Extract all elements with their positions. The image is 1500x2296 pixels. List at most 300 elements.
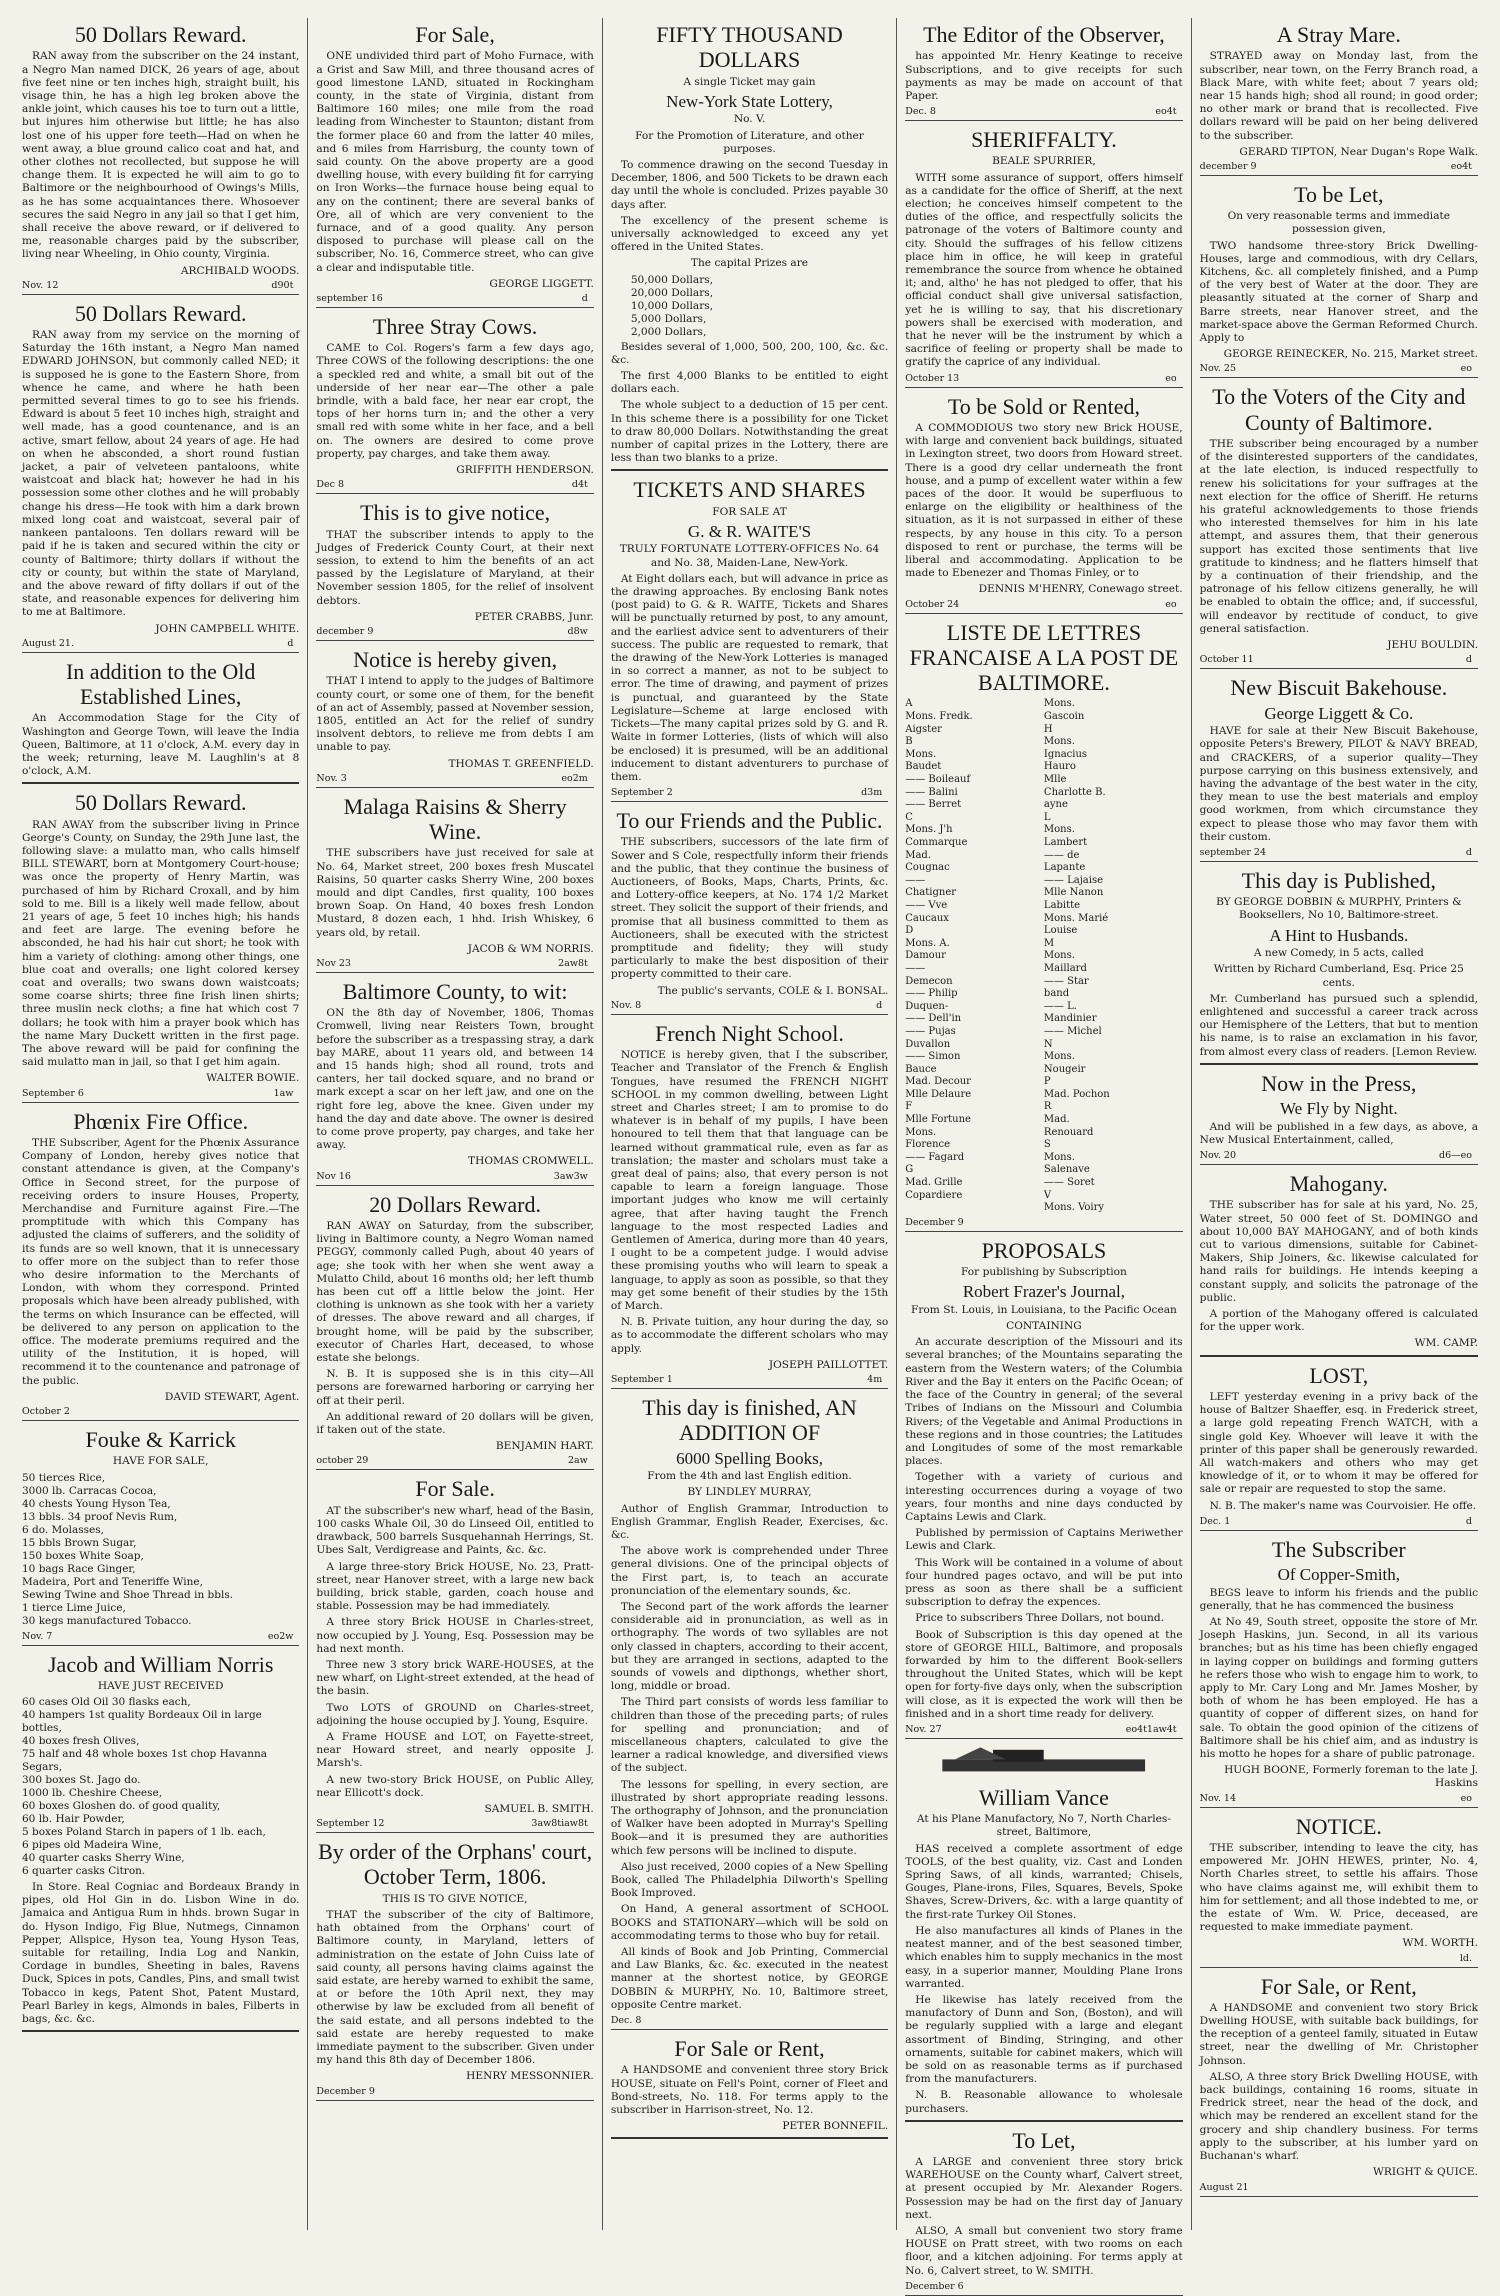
ad-code: 4m	[867, 1374, 883, 1386]
ad-line: From the 4th and last English edition.	[647, 1470, 852, 1483]
advertisement	[611, 1395, 888, 2030]
advertisement	[1200, 675, 1478, 862]
letter-entry: —— L. Mandinier	[1043, 1000, 1097, 1025]
ad-code: eo	[1165, 598, 1177, 610]
list-item: 1000 lb. Cheshire Cheese,	[22, 1787, 163, 1800]
letter-entry: —— Berret	[905, 799, 962, 811]
plane-tool-engraving	[917, 1745, 1170, 1781]
ad-signature: ARCHIBALD WOODS.	[180, 264, 300, 277]
list-item: 50 tierces Rice,	[22, 1471, 106, 1484]
ad-paragraph: has appointed Mr. Henry Keatinge to receive Subscriptions, and to give receipts for such payments as may be made on account of that Paper.	[905, 50, 1183, 102]
letter-entry: A	[905, 698, 913, 710]
ad-date: October 11	[1199, 654, 1254, 666]
advertisement	[905, 2128, 1182, 2296]
column-1	[14, 18, 308, 2230]
letter-entry: V	[1043, 1189, 1052, 1201]
ad-signature: The public's servants, COLE & I. BONSAL.	[657, 984, 889, 997]
ad-paragraph: An Accommodation Stage for the City of Washington and George Town, will leave the India Queen, Baltimore, at 11 o'clock, A.M. every day in the week; returning, leave M. Laughlin's at 8 o'clock, A.M.	[22, 712, 300, 778]
ad-line: At his Plane Manufactory, No 7, North Charles-street, Baltimore,	[916, 1813, 1171, 1839]
ad-date: Nov. 3	[316, 772, 347, 784]
ad-subheading: We Fly by Night.	[1280, 1099, 1398, 1119]
ad-footer	[611, 2015, 888, 2030]
letter-entry: —— Pujas Duvallon	[905, 1025, 956, 1050]
ad-signature: JEHU BOULDIN.	[1387, 639, 1479, 652]
letter-entry: C	[905, 811, 913, 823]
ad-paragraph: To commence drawing on the second Tuesday in December, 1806, and 500 Tickets to be drawn each day until the whole is concluded. Prizes payable 30 days after.	[610, 158, 889, 211]
ad-footer	[611, 1000, 888, 1015]
letter-entry: —— Vve Caucaux	[905, 899, 949, 924]
prize-heading: The capital Prizes are	[690, 257, 809, 270]
advertisement	[611, 808, 888, 1015]
ad-code: d	[287, 637, 294, 649]
letter-entry: G	[905, 1164, 914, 1176]
ad-code: d4t	[571, 479, 588, 491]
list-item: 75 half and 48 whole boxes 1st chop Havanna Segars,	[22, 1748, 268, 1774]
ad-code: d	[1465, 846, 1473, 858]
ad-footer	[1200, 363, 1478, 378]
prize-item: 20,000 Dollars,	[630, 286, 714, 299]
ad-code: 2aw8t	[558, 957, 588, 969]
ad-footer	[1200, 654, 1478, 669]
ad-paragraph: THE subscribers have just received for sale at No. 64, Market street, 200 boxes fresh Muscatel Raisins, 50 quarter casks Sherry Wine, 200 boxes mould and dipt Candles, first quality, 100 boxes brown Soap. On Hand, 40 boxes fresh London Mustard, 8 dozen each, 1 hhd. Irish Whiskey, 6 years old, by retail.	[316, 847, 594, 939]
divider	[22, 2030, 299, 2032]
ad-footer	[316, 626, 593, 641]
ad-paragraph: Also just received, 2000 copies of a New Spelling Book, called The Philadelphia Dilworth's Spelling Book Improved.	[610, 1860, 889, 1900]
ad-paragraph: He likewise has lately received from the manufactory of Dunn and Son, (Boston), and will be regularly supplied with a large and elegant assortment of Binding, Stringing, and other ornaments, suitable for cabinet makers, which will be sold on as reasonable terms as if purchased from the manufacturers.	[905, 1993, 1183, 2086]
advertisement	[905, 1745, 1182, 2122]
list-item: 40 boxes fresh Olives,	[22, 1735, 140, 1748]
ad-signature: SAMUEL B. SMITH.	[484, 1802, 594, 1815]
ad-code: 2aw	[567, 1455, 588, 1467]
ad-signature: GRIFFITH HENDERSON.	[456, 464, 594, 477]
ad-footer	[1200, 1150, 1478, 1165]
advertisement	[905, 1238, 1182, 1739]
ad-code: d	[1465, 654, 1473, 666]
ad-signature: BENJAMIN HART.	[495, 1440, 594, 1453]
ad-code: eo4t1aw4t	[1125, 1723, 1177, 1735]
list-item: 30 kegs manufactured Tobacco.	[22, 1614, 192, 1627]
ad-title: To be Let,	[1294, 181, 1384, 207]
list-item: 300 boxes St. Jago do.	[22, 1774, 141, 1787]
letter-entry: —— Demecon	[905, 962, 953, 987]
letter-entry: Mons. Salenave	[1043, 1151, 1090, 1176]
ad-date: October 24	[905, 598, 960, 610]
ad-footer	[316, 958, 593, 973]
ad-title: The Subscriber	[1271, 1536, 1406, 1562]
advertisement	[22, 1109, 299, 1421]
ad-code	[293, 1406, 299, 1417]
ad-paragraph: ALSO, A three story Brick Dwelling HOUSE, with back buildings, containing 16 rooms, situate in Fredrick street, near the head of the dock, and which may be rendered an excellent stand for the grocery and ship chandlery business. For terms apply to the subscriber, at his lumber yard on Buchanan's wharf.	[1199, 2070, 1479, 2163]
letter-entry: Mlle Charlotte B. ayne	[1043, 774, 1106, 811]
ad-code: eo	[1460, 1792, 1473, 1804]
ad-footer	[22, 1088, 299, 1103]
ad-footer	[611, 787, 888, 802]
ad-code: 3aw3w	[553, 1170, 588, 1182]
list-item: 60 cases Old Oil 30 flasks each,	[22, 1696, 191, 1709]
ad-title: Malaga Raisins & Sherry Wine.	[343, 793, 567, 845]
letter-entry: P	[1043, 1076, 1051, 1088]
ad-date: September 6	[22, 1087, 84, 1099]
ad-paragraph: A Frame HOUSE and LOT, on Fayette-street, near Howard street, and nearly opposite J. Marsh's.	[316, 1730, 594, 1770]
ad-footer	[316, 293, 593, 308]
ad-date: december 9	[316, 626, 374, 637]
column-2	[308, 18, 602, 2230]
list-item: 1 tierce Lime Juice,	[22, 1601, 126, 1614]
ad-paragraph: HAS received a complete assortment of edge TOOLS, of the best quality, viz. Cast and Londen Spring Saws, of all kinds, warranted; Chisels, Gouges, Plane-irons, Files, Squares, Bevels, Spoke Shaves, Screw-Drivers, &c. with a large quantity of the first-rate Turkey Oil Stones.	[905, 1842, 1183, 1921]
ad-title: Phœnix Fire Office.	[73, 1108, 249, 1134]
ad-title: For Sale or Rent,	[674, 2036, 825, 2062]
ad-date: september 16	[316, 292, 383, 304]
letter-entry: H	[1043, 723, 1053, 735]
letter-entry: Mad. Grille Copardiere	[905, 1177, 963, 1201]
ad-paragraph: CAME to Col. Rogers's farm a few days ago, Three COWS of the following descriptions: the one a speckled red and white, a small bit out of the underside of her near ear—The other a pale brindle, with a bald face, her near ear cropt, the tops of her horns turn in; and the other a very small red with some white in her face, and a bell on. The owners are desired to come prove property, pay charges, and take them away.	[316, 342, 594, 460]
ad-paragraph: A new two-story Brick HOUSE, on Public Alley, near Ellicott's dock.	[316, 1773, 594, 1799]
ad-paragraph: A HANDSOME and convenient three story Brick HOUSE, situate on Fell's Point, corner of Fleet and Bond-streets, No. 118. For terms apply to the subscriber in Harrison-street, No. 12.	[610, 2064, 889, 2116]
ad-footer	[905, 1217, 1182, 1232]
ad-title: Notice is hereby given,	[353, 647, 558, 672]
ad-paragraph: THAT the subscriber intends to apply to the Judges of Frederick County Court, at their next session, to extend to him the benefits of an act passed by the Legislature of Maryland, at their November session 1805, for the relief of insolvent debtors.	[316, 528, 594, 607]
ad-paragraph: Published by permission of Captains Meriwether Lewis and Clark.	[905, 1527, 1183, 1553]
ad-paragraph: ON the 8th day of November, 1806, Thomas Cromwell, living near Reisters Town, brought before the subscriber as a trespassing stray, a dark bay MARE, about 11 years old, and between 14 and 15 hands high; shod all round, trots and canters, her tail docked square, and no brand or mark except a scar on her left jaw, and one on the right fore leg, above the knee. Given under my hand the day and date above. The owner is desired to come prove property, pay charges, and take her away.	[316, 1007, 594, 1152]
ad-subtitle: HAVE FOR SALE,	[112, 1455, 209, 1468]
ad-title: LISTE DE LETTRES FRANCAISE A LA POST DE BALTIMORE.	[909, 619, 1179, 696]
advertisement	[22, 301, 299, 653]
ad-title: To the Voters of the City and County of Baltimore.	[1212, 384, 1466, 435]
prize-item: 2,000 Dollars,	[630, 325, 707, 338]
ad-footer	[22, 638, 299, 653]
ad-paragraph: HAVE for sale at their New Biscuit Bakehouse, opposite Peters's Brewery, PILOT & NAVY BREAD, and CRACKERS, of a superior quality—They purpose carrying on this business extensively, and having the advantage of the best water in the city, they mean to use the best materials and employ good workmen, from which circumstance they expect to please those who may favor them with their custom.	[1199, 725, 1479, 843]
ad-line: CONTAINING	[1006, 1320, 1082, 1333]
ad-title: 50 Dollars Reward.	[74, 790, 247, 816]
list-item: 6 do. Molasses,	[22, 1523, 104, 1536]
ad-title: PROPOSALS	[981, 1237, 1107, 1263]
ad-paragraph: The Second part of the work affords the learner considerable aid in pronunciation, as well as in orthography. The words of two syllables are not only classed in chapters, according to their accent, but they are arranged in sections, adapted to the sounds of vowels and dipthongs, whether short, long, middle or broad.	[610, 1600, 889, 1693]
ad-paragraph: N. B. Private tuition, any hour during the day, so as to accommodate the different scholars who may apply.	[610, 1316, 889, 1355]
ad-signature: JACOB & WM NORRIS.	[467, 942, 594, 955]
ad-title: William Vance	[978, 1784, 1109, 1810]
ad-date: Nov. 8	[610, 999, 642, 1011]
ad-subheading: A Hint to Husbands.	[1269, 925, 1409, 945]
ad-paragraph: N. B. It is supposed she is in this city—All persons are forewarned harboring or carrying her off at their peril.	[316, 1368, 594, 1407]
advertisement	[611, 477, 888, 802]
ad-paragraph: And will be published in a few days, as above, a New Musical Entertainment, called,	[1199, 1120, 1479, 1146]
advertisement	[316, 1476, 593, 1833]
ad-footer	[316, 1818, 593, 1833]
letter-entry: —— Boileauf	[905, 774, 971, 786]
list-item: 6 pipes old Madeira Wine,	[22, 1839, 162, 1852]
ad-paragraph: On Hand, A general assortment of SCHOOL BOOKS and STATIONARY—which will be sold on accommodating terms to those who buy for retail.	[610, 1903, 889, 1942]
ad-paragraph: Two LOTS of GROUND on Charles-street, adjoining the house occupied by J. Young, Esquire.	[316, 1701, 594, 1727]
column-3	[603, 18, 897, 2230]
ad-paragraph: A LARGE and convenient three story brick WAREHOUSE on the County wharf, Calvert street, at present occupied by Mr. Alexander Rogers. Possession may be had on the first day of January next.	[905, 2156, 1183, 2221]
ad-paragraph: BEGS leave to inform his friends and the public generally, that he has commenced the business	[1199, 1586, 1479, 1612]
advertisement	[1200, 1814, 1478, 1968]
advertisement	[1200, 1537, 1478, 1808]
ad-date: Dec. 8	[610, 2015, 642, 2027]
ad-date: Nov. 27	[905, 1723, 942, 1735]
prize-item: 50,000 Dollars,	[630, 273, 714, 286]
ad-line: TRULY FORTUNATE LOTTERY-OFFICES No. 64 and No. 38, Maiden-Lane, New-York.	[619, 543, 880, 569]
list-item: 40 chests Young Hyson Tea,	[22, 1497, 171, 1510]
letter-entry: Mons. Ignacius Hauro	[1043, 736, 1088, 773]
advertisement	[905, 127, 1182, 388]
letter-entry: F	[905, 1101, 913, 1113]
ad-footer	[1200, 847, 1478, 862]
ad-footer	[905, 599, 1182, 614]
list-item: 3000 lb. Carracas Cocoa,	[22, 1484, 157, 1497]
advertisement	[22, 1652, 299, 2033]
ad-title: For Sale.	[415, 1476, 495, 1502]
ad-signature: PETER BONNEFIL.	[782, 2120, 889, 2133]
advertisement	[316, 314, 593, 494]
ad-date: December 9	[905, 1216, 964, 1228]
ad-title: 20 Dollars Reward.	[369, 1191, 541, 1217]
ad-code	[1472, 2182, 1478, 2193]
list-item: 5 boxes Poland Starch in papers of 1 lb. each,	[22, 1826, 266, 1839]
letter-entry: —— Michel	[1043, 1025, 1102, 1037]
ad-signature: GERARD TIPTON, Near Dugan's Rope Walk.	[1239, 145, 1479, 158]
divider	[22, 782, 299, 784]
ad-footer	[22, 1406, 299, 1421]
ad-code: 3aw8tiaw8t	[531, 1818, 588, 1830]
ad-paragraph: This Work will be contained in a volume of about four hundred pages octavo, and will be put into press as soon as there shall be a sufficient subscription to defray the expences.	[905, 1556, 1183, 1609]
advertisement	[1200, 182, 1478, 379]
letter-entry: Mlle Nanon Labitte	[1043, 887, 1104, 911]
ad-paragraph: Together with a variety of curious and interesting occurrences during a voyage of two years, four months and nine days conducted by Captains Lewis and Clark.	[905, 1471, 1183, 1523]
ad-paragraph: A COMMODIOUS two story new Brick HOUSE, with large and convenient back buildings, situated in Lexington street, two doors from Howard street. There is a good dry cellar underneath the front house, and a pump of excellent water within a few paces of the door. It would be superfluous to enlarge on the eligibility or healthiness of the situation, as it is not surpassed in either of these respects, by any house in this city. To a person disposed to rent or purchase, the terms will be liberal and accommodating. Application to be made to Ebenezer and Thomas Finley, or to	[905, 421, 1183, 580]
advertisement	[316, 794, 593, 973]
ad-paragraph: STRAYED away on Monday last, from the subscriber, near town, on the Ferry Branch road, a Black Mare, with white feet; about 7 years old; near 15 hands high; shod all round; in good order; no other mark or brand that is recollected. Five dollars reward will be paid on her being delivered to the subscriber.	[1199, 50, 1479, 142]
ad-signature: JOHN CAMPBELL WHITE.	[155, 622, 300, 635]
ad-paragraph: N. B. Reasonable allowance to wholesale purchasers.	[905, 2089, 1183, 2115]
ad-date: October 2	[22, 1406, 70, 1418]
letter-entry: —— de Lapante	[1043, 849, 1086, 874]
letter-list-right	[1044, 698, 1183, 1214]
ad-code: eo	[1460, 363, 1473, 375]
advertisement	[1200, 1974, 1478, 2197]
advertisement	[316, 1192, 593, 1471]
advertisement	[316, 1839, 593, 2100]
advertisement	[316, 22, 593, 308]
letter-entry: —— Fagard	[905, 1151, 965, 1163]
advertisement	[611, 2036, 888, 2139]
ad-subheading: 6000 Spelling Books,	[676, 1448, 823, 1468]
list-item: 150 boxes White Soap,	[22, 1549, 144, 1562]
letter-entry: —— Dell'in	[905, 1013, 962, 1025]
item-list	[22, 1696, 299, 1878]
letter-entry: —— Star band	[1043, 975, 1089, 1000]
ad-line: A new Comedy, in 5 acts, called	[1253, 947, 1424, 960]
ad-code: d8w	[567, 626, 588, 637]
ad-line: No. V.	[733, 113, 766, 126]
letter-entry: —— Soret	[1043, 1177, 1095, 1189]
ad-paragraph: ALSO, A small but convenient two story frame HOUSE on Pratt street, with two rooms on each floor, and a kitchen adjoining. For terms apply at No. 6, Calvert street, to W. SMITH.	[905, 2225, 1183, 2277]
ad-code	[882, 2015, 888, 2026]
ad-title: 50 Dollars Reward.	[74, 300, 247, 326]
advertisement	[1200, 1171, 1478, 1357]
advertisement	[22, 790, 299, 1102]
ad-title: The Editor of the Observer,	[923, 22, 1165, 47]
ad-date: Nov. 14	[1199, 1792, 1237, 1804]
ad-date: August 21	[1199, 2181, 1249, 2193]
list-item: 60 lb. Hair Powder,	[22, 1813, 125, 1826]
ad-subheading: G. & R. WAITE'S	[687, 521, 812, 541]
ad-paragraph: LEFT yesterday evening in a privy back of the house of Baltzer Shaeffer, esq. in Frederick street, a large gold repeating French WATCH, with a single gold Key. Whoever will leave it with the printer of this paper shall be generously rewarded. All watch-makers and others who may get knowledge of it, or to whom it may be offered for sale or repair are requested to stop the same.	[1199, 1390, 1479, 1496]
ad-paragraph: THAT the subscriber of the city of Baltimore, hath obtained from the Orphans' court of Baltimore county, in Maryland, letters of administration on the estate of John Cuiss late of said county, all persons having claims against the said estate, are hereby warned to exhibit the same, at or before the 10th April next, they may otherwise by law be excluded from all benefit of the said estate, and all persons indebted to the said estate are hereby requested to make immediate payment to the subscriber. Given under my hand this 8th day of December 1806.	[316, 1908, 594, 2067]
ad-code: d	[581, 292, 588, 304]
ad-subtitle: FOR SALE AT	[712, 505, 787, 518]
advertisement	[1200, 384, 1478, 669]
ad-title: For Sale,	[415, 22, 495, 47]
advertisement	[905, 620, 1182, 1232]
ad-paragraph: THE subscriber, intending to leave the city, has empowered Mr. JOHN HEWES, printer, No. 4, North Charles street, to settle his affairs. Those who have claims against me, will exhibit them to him for settlement; and all those indebted to me, or the estate of Wm. W. Price, deceased, are requested to make immediate payment.	[1199, 1841, 1479, 1934]
ad-date: Nov. 25	[1199, 363, 1237, 375]
divider	[905, 2120, 1182, 2122]
ad-paragraph: NOTICE is hereby given, that I the subscriber, Teacher and Translator of the French & English Tongues, have resumed the FRENCH NIGHT SCHOOL in my common dwelling, between Light street and Charles street; I am to promise to do whatever is in behalf of my pupils, I have been honoured to tell them that that language can be learned without grammatical rule, even as far as translation; the master and scholars must take a great deal of pains; also, that every person is not capable to learn a foreign language. Those important judges who know me will certainly agree, that after having taught the French language to the most respected Ladies and Gentlemen of America, during more than 40 years, I ought to be a competent judge. I would advise these promising youths who will learn to speak a language, to apply as soon as possible, so that they may get some benefit of their studies by the 15th of March.	[610, 1049, 889, 1312]
letter-entry: S	[1043, 1139, 1051, 1151]
advertisement	[905, 394, 1182, 614]
advertisement	[22, 22, 299, 295]
divider	[1200, 1063, 1478, 1065]
letter-entry: Mad. Pochon	[1043, 1088, 1110, 1100]
ad-date: Dec 8	[316, 479, 345, 491]
ad-subheading: Of Copper-Smith,	[1277, 1565, 1401, 1585]
ad-footer	[22, 1631, 299, 1646]
ad-date: Nov 23	[316, 957, 351, 969]
advertisement	[22, 1427, 299, 1646]
advertisement	[316, 647, 593, 788]
ad-date: September 1	[610, 1374, 673, 1386]
ad-code: 1aw	[273, 1087, 294, 1099]
ad-title: LOST,	[1309, 1362, 1369, 1388]
list-item: 60 boxes Gloshen do. of good quality,	[22, 1800, 221, 1813]
ad-paragraph: Author of English Grammar, Introduction to English Grammar, English Reader, Exercises, &c. &c.	[610, 1502, 889, 1541]
ad-title: Jacob and William Norris	[48, 1651, 274, 1677]
ad-paragraph: Three new 3 story brick WARE-HOUSES, at the new wharf, on Light-street extended, at the head of the basin.	[316, 1658, 594, 1698]
ad-paragraph: The above work is comprehended under Three general divisions. One of the principal objects of the First part, is, to teach an accurate pronunciation of the elementary sounds, &c.	[610, 1545, 889, 1597]
ad-signature: WRIGHT & QUICE.	[1373, 2166, 1479, 2179]
ad-paragraph: An accurate description of the Missouri and its several branches; of the Mountains separating the eastern from the Western waters; of the Columbia River and the Bay it enters on the Pacific Ocean; of the face of the Country in general; of the several Tribes of Indians on the Missouri and Columbia Rivers; of the Vegetable and Animal Productions in these regions and in those countries; the Latitudes and Longitudes of some of the most remarkable places.	[905, 1336, 1183, 1468]
ad-footer	[316, 479, 593, 494]
letter-list-left	[905, 698, 1044, 1214]
ad-paragraph: In Store. Real Cogniac and Bordeaux Brandy in pipes, old Hol Gin in do. Lisbon Wine in do. Jamaica and Antigua Rum in hhds. brown Sugar in do. Hyson Indigo, Fig Blue, Nutmegs, Cinnamon Pepper, Allspice, Hyson tea, Young Hyson Teas, suitable for retailing, India Log and Nankin, Cordage in bundles, Sheeting in bales, Ravens Duck, Spices in pots, Candles, Pins, and small twist Tobacco in kegs, Patent Shot, Patent Mustard, Pearl Barley in kegs, Almonds in bales, Filberts in bags, &c. &c.	[22, 1881, 300, 2026]
advertisement	[1200, 22, 1478, 176]
ad-footer	[1200, 161, 1478, 176]
ad-paragraph: RAN AWAY from the subscriber living in Prince George's County, on Sunday, the 29th June last, the following slave: a mulatto man, who calls himself BILL STEWART, born at Montgomery Court-house; was once the property of Henry Martin, was purchased of him by Richard Croxall, and by him sold to me. Bill is a likely well made fellow, about 21 years of age, 5 feet 10 inches high; his hands and feet are large. The evening before he absconded, he had his hair cut short; he took with him a variety of clothing: among other things, one blue coat and overalls; one light colored kersey coat and overalls; two swans down waistcoats; some coarse shirts; three fine Irish linen shirts; three muslin neck cloths; a fine hat which cost 7 dollars; he took with him a prayer book which has the name Mary Duckett written in the first page. The above reward will be paid for confining the said mulatto man in jail, so that I get him again.	[22, 818, 300, 1069]
letter-entry: L	[1043, 811, 1051, 823]
ad-date: september 24	[1199, 846, 1267, 858]
ad-paragraph: RAN AWAY on Saturday, from the subscriber, living in Baltimore county, a Negro Woman named PEGGY, commonly called Pugh, about 40 years of age; she took with her when she went away a Mulatto Child, about 16 months old; her left thumb has been cut off a little below the joint. Her clothing is unknown as she took with her a variety of dresses. The above reward and all charges, if brought home, will be paid by the subscriber, executor of Charles Hart, deceased, to whose estate she belongs.	[316, 1219, 594, 1364]
ad-signature: PETER CRABBS, Junr.	[474, 610, 594, 623]
list-item: 40 quarter casks Sherry Wine,	[22, 1852, 185, 1865]
ad-footer	[905, 106, 1182, 121]
ad-date: December 6	[905, 2280, 964, 2292]
letter-entry: B	[905, 736, 913, 748]
ad-paragraph: AT the subscriber's new wharf, head of the Basin, 100 casks Whale Oil, 30 do Linseed Oil, entitled to drawback, 500 barrels Susquehannah Herrings, St. Ubes Salt, Verdigrease and Paints, &c. &c.	[316, 1504, 594, 1557]
ad-code: eo2m	[561, 772, 588, 784]
ad-date: Nov. 7	[22, 1630, 53, 1642]
ad-paragraph: Book of Subscription is this day opened at the store of GEORGE HILL, Baltimore, and proposals forwarded by him to the different Book-sellers throughout the United States, which will be kept open for forty-five days only, when the subscription will close, as it is expected the work will then be finished and in a short time ready for delivery.	[905, 1628, 1183, 1720]
ad-title: To Let,	[1012, 2127, 1076, 2153]
ad-signature: WM. WORTH.	[1402, 1937, 1479, 1950]
ad-footer	[905, 1724, 1182, 1739]
ad-paragraph: TWO handsome three-story Brick Dwelling-Houses, large and commodious, with dry Cellars, Kitchens, &c. all completely finished, and a Pump of the very best of Water at the door. They are pleasantly situated at the corner of Sharp and Barre streets, near Hanover street, and the market-space above the German Reformed Church. Apply to	[1199, 239, 1479, 345]
ad-subtitle: BEALE SPURRIER,	[992, 155, 1096, 168]
column-4	[897, 18, 1191, 2292]
ad-title: Now in the Press,	[1261, 1070, 1417, 1096]
ad-paragraph: A three story Brick HOUSE in Charles-street, now occupied by J. Young, Esq. Possession may be had next month.	[316, 1616, 594, 1655]
ad-subtitle: On very reasonable terms and immediate possession given,	[1227, 210, 1451, 236]
ad-date: September 12	[316, 1818, 385, 1830]
ad-signature: WALTER BOWIE.	[206, 1072, 300, 1085]
ad-code	[588, 2086, 594, 2097]
letter-entry: Mons. J'h Commarque	[905, 824, 968, 849]
list-item: 6 quarter casks Citron.	[22, 1865, 146, 1878]
letter-entry: Mons. Fredk. Aigster	[905, 711, 973, 735]
ad-signature: THOMAS T. GREENFIELD.	[448, 757, 594, 770]
ad-title: This day is Published,	[1241, 867, 1436, 893]
ad-code: d3m	[861, 787, 883, 799]
ad-paragraph: THE subscriber being encouraged by a number of the disinterested supporters of the candidates, at the late election, is induced respectfully to renew his solicitations for your suffrages at the next election for the office of Sheriff. He returns his grateful acknowledgements to those friends who interested themselves for him in his late attempt, and assures them, that their generous support has excited those sentiments that live gratitude to kindness; and he flatters himself that by a continuation of their friendship, and the patronage of his fellow citizens generally, he will be enabled to obtain the office; and, if successful, will endeavor by rectitude of conduct, to give general satisfaction.	[1199, 438, 1479, 635]
letter-entry: —— Philip Duquen-	[905, 988, 958, 1012]
ad-paragraph: N. B. The maker's name was Courvoisier. He offe.	[1209, 1499, 1477, 1512]
list-item: 40 hampers 1st quality Bordeaux Oil in large bottles,	[22, 1709, 262, 1735]
ad-title: To our Friends and the Public.	[616, 808, 883, 834]
ad-code: eo2w	[267, 1630, 294, 1642]
ad-subheading: New-York State Lottery,	[666, 91, 833, 111]
letter-entry: —— Chatigner	[905, 874, 957, 899]
ad-footer	[316, 773, 593, 788]
ad-title: Baltimore County, to wit:	[342, 978, 568, 1004]
ad-title: A Stray Mare.	[1276, 22, 1401, 47]
ad-paragraph: The Third part consists of words less familiar to children than those of the preceding parts; of rules for spelling and pronunciation; and of miscellaneous chapters, calculated to give the learner a radical knowledge, and diversified views of the subject.	[610, 1696, 889, 1775]
ad-footer	[1200, 1516, 1478, 1531]
advertisement	[611, 22, 888, 471]
ad-paragraph: A large three-story Brick HOUSE, No. 23, Pratt-street, near Hanover street, with a large new back building, brick stable, garden, coach house and stable. Possession may be had immediately.	[316, 1560, 594, 1613]
ad-signature: GEORGE REINECKER, No. 215, Market street.	[1223, 348, 1479, 361]
ad-date: December 9	[316, 2085, 375, 2097]
ad-code: eo	[1165, 372, 1177, 384]
column-5	[1192, 18, 1486, 2230]
letter-entry: Mad. Renouard	[1043, 1114, 1094, 1138]
prize-list	[611, 274, 888, 339]
letter-entry: N	[1043, 1038, 1053, 1050]
ad-paragraph: At Eight dollars each, but will advance in price as the drawing approaches. By enclosing Bank notes (post paid) to G. & R. WAITE, Tickets and Shares will be punctually returned by post, to any amount, and the earliest advice sent to adventurers of their success. The public are requested to remark, that the drawing of the New-York Lotteries is managed in so correct a manner, as not to be subject to error. The time of drawing, and payment of prizes is punctual, and guaranteed by the State Legislature—Scheme at large enclosed with Tickets—The many capital prizes sold by G. and R. Waite in former Lotteries, (lists of which will also be enclosed) it is presumed, will be an additional inducement to distant adventurers to purchase of them.	[610, 572, 889, 783]
ad-paragraph: THE subscribers, successors of the late firm of Sower and S Cole, respectfully inform their friends and the public, that they continue the business of Auctioneers, of Books, Maps, Charts, Prints, &c. and Lottery-office keepers, at No. 174 1/2 Market street. They solicit the support of their friends, and promise that all business committed to them as Auctioneers, shall be executed with the strictest promptitude and fidelity; they will study particularly to make the best disposition of their property committed to their care.	[610, 836, 889, 981]
ad-paragraph: Price to subscribers Three Dollars, not bound.	[915, 1612, 1164, 1625]
ad-date: Nov. 20	[1199, 1150, 1237, 1162]
letter-entry: —— Lajaise	[1043, 874, 1104, 886]
ad-code: d90t	[271, 279, 294, 291]
letter-entry: D	[905, 925, 914, 937]
advertisement	[22, 659, 299, 785]
ad-code: eo4t	[1450, 160, 1473, 172]
letter-entry: Mons. Nougeir	[1043, 1051, 1086, 1075]
ad-title: New Biscuit Bakehouse.	[1230, 675, 1448, 701]
ad-footer	[316, 2086, 593, 2101]
ad-paragraph: RAN away from the subscriber on the 24 instant, a Negro Man named DICK, 26 years of age, about five feet nine or ten inches high, straight built, his visage thin, he has a high leg broken above the ankle joint, which causes his toe to turn out a little, but injures him otherwise but little; he has also lost one of his upper fore teeth—Had on when he went away, a blue ground calico coat and hat, and other clothes not recollected, but suppose he will change them. It is expected he will aim to go to Baltimore or the neighbourhood of Owings's Mills, as he has some acquaintances there. Whosoever secures the said Negro in any jail so that I get him, shall receive the above reward, or if delivered to me, reasonable charges paid by the subscriber, living near Wheeling, in Ohio county, Virginia.	[22, 50, 300, 261]
ad-footer	[1200, 1793, 1478, 1808]
ad-title: Mahogany.	[1289, 1171, 1388, 1197]
ad-title: For Sale, or Rent,	[1260, 1973, 1417, 1999]
ad-title: French Night School.	[655, 1020, 844, 1046]
ad-paragraph: Besides several of 1,000, 500, 200, 100, &c. &c. &c.	[610, 340, 889, 366]
ad-footer	[316, 1171, 593, 1186]
list-item: 13 bbls. 34 proof Nevis Rum,	[22, 1510, 178, 1523]
ad-paragraph: The excellency of the present scheme is universally acknowledged to exceed any yet offered in the United States.	[610, 214, 889, 254]
letter-entry: Mons. Gascoin	[1043, 698, 1085, 723]
advertisement	[611, 1021, 888, 1389]
